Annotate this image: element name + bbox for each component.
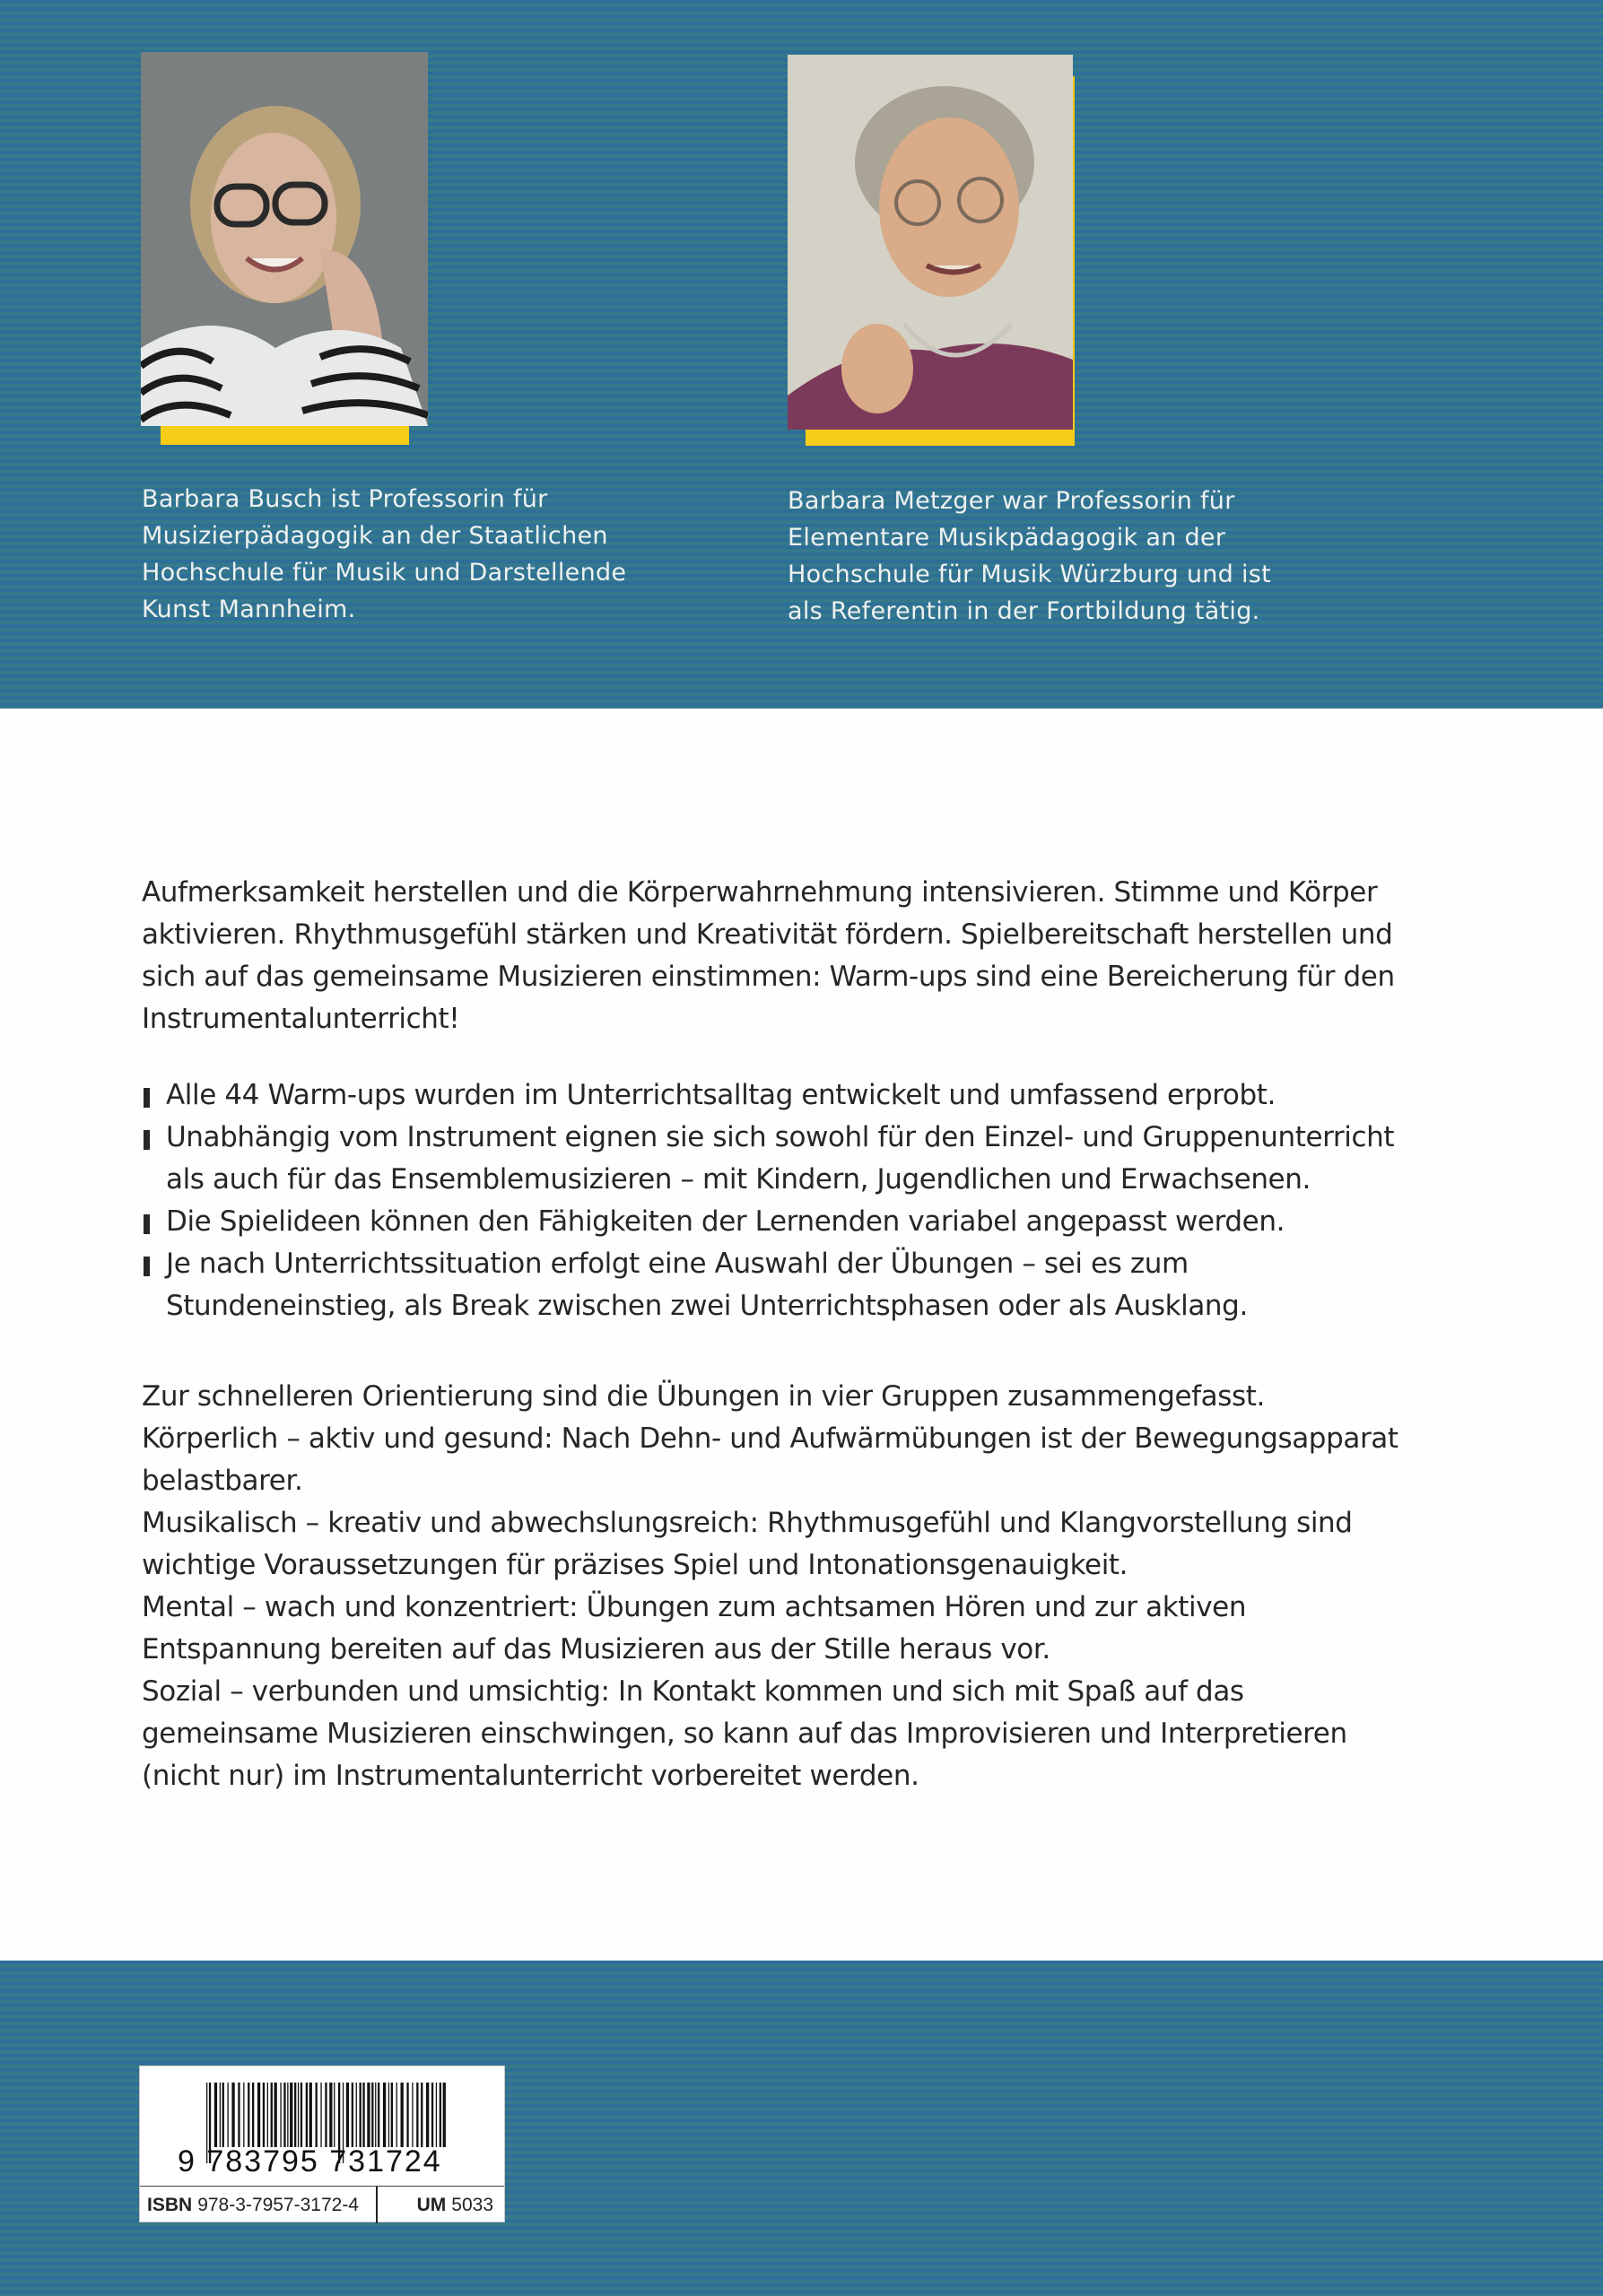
group-musikalisch: Musikalisch – kreativ und abwechslungsreich: Rhythmusgefühl und Klangvorstellung sind wichtige Voraussetzungen für präzises Spiel und Intonationsgenauigkeit. xyxy=(142,1507,1353,1581)
barcode-bar xyxy=(406,2083,408,2147)
bullet-square-icon xyxy=(144,1130,150,1150)
author-photo-metzger xyxy=(788,55,1093,449)
barcode-bar xyxy=(290,2083,292,2147)
barcode-bar xyxy=(443,2083,446,2147)
barcode xyxy=(140,2066,504,2186)
barcode-bar xyxy=(378,2083,379,2147)
barcode-bar xyxy=(431,2083,433,2147)
barcode-bar xyxy=(388,2083,389,2147)
barcode-bar xyxy=(267,2083,268,2147)
barcode-bar xyxy=(334,2083,335,2147)
barcode-bar xyxy=(220,2083,221,2147)
barcode-bar xyxy=(231,2083,234,2147)
barcode-bar xyxy=(329,2083,332,2147)
barcode-bar xyxy=(362,2083,364,2147)
order-label: UM xyxy=(416,2194,447,2215)
group-koerperlich: Körperlich – aktiv und gesund: Nach Dehn- und Aufwärmübungen ist der Bewegungsapparat belastbarer. xyxy=(142,1422,1398,1497)
barcode-bar xyxy=(426,2083,429,2147)
barcode-bar xyxy=(263,2083,265,2147)
barcode-bar xyxy=(309,2083,312,2147)
barcode-bar xyxy=(306,2083,308,2147)
barcode-digits: 9 783795 731724 xyxy=(178,2144,442,2179)
barcode-bar xyxy=(294,2083,296,2147)
feature-bullet-list xyxy=(142,1074,1424,1327)
exercise-groups-section xyxy=(142,1376,1424,1797)
bullet-item: Je nach Unterrichtssituation erfolgt eine Auswahl der Übungen – sei es zum Stundeneinstieg, als Break zwischen zwei Unterrichtsphasen oder als Ausklang. xyxy=(142,1243,1424,1327)
groups-intro: Zur schnelleren Orientierung sind die Übungen in vier Gruppen zusammengefasst. xyxy=(142,1380,1265,1413)
portrait-photo-icon xyxy=(788,55,1073,430)
barcode-bar xyxy=(352,2083,353,2147)
bullet-square-icon xyxy=(144,1257,150,1276)
barcode-bar xyxy=(360,2083,362,2147)
isbn-row xyxy=(140,2186,504,2223)
barcode-bar xyxy=(346,2083,349,2147)
barcode-bar xyxy=(416,2083,418,2147)
barcode-bar xyxy=(283,2083,285,2147)
barcode-bar xyxy=(412,2083,413,2147)
barcode-bar xyxy=(320,2083,321,2147)
barcode-bar xyxy=(375,2083,376,2147)
bullet-square-icon xyxy=(144,1214,150,1234)
barcode-bar xyxy=(243,2083,244,2147)
order-value: 5033 xyxy=(451,2194,493,2215)
author-bio-metzger: Barbara Metzger war Professorin für Elementare Musikpädagogik an der Hochschule für Musik Würzburg und ist als Referentin in der Fortbildung tätig. xyxy=(788,487,1272,625)
barcode-bar xyxy=(421,2083,423,2147)
barcode-bar xyxy=(356,2083,357,2147)
bullet-item: Unabhängig vom Instrument eignen sie sich sowohl für den Einzel- und Gruppenunterricht als auch für das Ensemblemusizieren – mit Kindern, Jugendlichen und Erwachsenen. xyxy=(142,1117,1424,1201)
isbn-label: ISBN xyxy=(147,2194,193,2215)
barcode-bar xyxy=(325,2083,327,2147)
barcode-bar xyxy=(401,2083,404,2147)
barcode-bar xyxy=(440,2083,441,2147)
barcode-bar xyxy=(271,2083,273,2147)
barcode-bar xyxy=(222,2083,224,2147)
bullet-square-icon xyxy=(144,1088,150,1108)
isbn-barcode-label xyxy=(139,2066,505,2222)
author-bio-busch: Barbara Busch ist Professorin für Musizierpädagogik an der Staatlichen Hochschule für Musik und Darstellende Kunst Mannheim. xyxy=(142,485,627,623)
author-photo-busch xyxy=(141,52,446,447)
isbn-cell xyxy=(140,2187,378,2223)
group-mental: Mental – wach und konzentriert: Übungen zum achtsamen Hören und zur aktiven Entspannung bereiten auf das Musizieren aus der Stille heraus vor. xyxy=(142,1591,1247,1665)
isbn-value: 978-3-7957-3172-4 xyxy=(197,2194,359,2215)
barcode-bar xyxy=(228,2083,229,2147)
barcode-bar xyxy=(383,2083,386,2147)
portrait-photo-icon xyxy=(141,52,428,426)
barcode-bar xyxy=(396,2083,397,2147)
barcode-bar xyxy=(436,2083,437,2147)
barcode-bar xyxy=(257,2083,260,2147)
barcode-bar xyxy=(238,2083,240,2147)
barcode-bar xyxy=(301,2083,302,2147)
barcode-bar xyxy=(252,2083,254,2147)
bullet-item: Alle 44 Warm-ups wurden im Unterrichtsalltag entwickelt und umfassend erprobt. xyxy=(142,1074,1424,1117)
bullet-item: Die Spielideen können den Fähigkeiten der Lernenden variabel angepasst werden. xyxy=(142,1201,1424,1243)
barcode-bar xyxy=(298,2083,299,2147)
barcode-bar xyxy=(280,2083,281,2147)
order-number-cell xyxy=(378,2187,504,2223)
intro-paragraph: Aufmerksamkeit herstellen und die Körperwahrnehmung intensivieren. Stimme und Körper aktivieren. Rhythmusgefühl stärken und Kreativität fördern. Spielbereitschaft herstellen und sich auf das gemeinsame Musizieren einstimmen: Warm-ups sind eine Bereicherung für den Instrumentalunterricht! xyxy=(142,876,1395,1035)
barcode-bar xyxy=(248,2083,249,2147)
group-sozial: Sozial – verbunden und umsichtig: In Kontakt kommen und sich mit Spaß auf das gemeinsame Musizieren einschwingen, so kann auf das Improvisieren und Interpretieren (nicht nur) im Instrumentalunterricht vorbereitet werden. xyxy=(142,1675,1347,1792)
barcode-bar xyxy=(316,2083,318,2147)
barcode-bar xyxy=(391,2083,393,2147)
barcode-bar xyxy=(367,2083,370,2147)
barcode-bar xyxy=(371,2083,373,2147)
barcode-bar xyxy=(287,2083,288,2147)
barcode-bar xyxy=(274,2083,277,2147)
barcode-bar xyxy=(214,2083,217,2147)
